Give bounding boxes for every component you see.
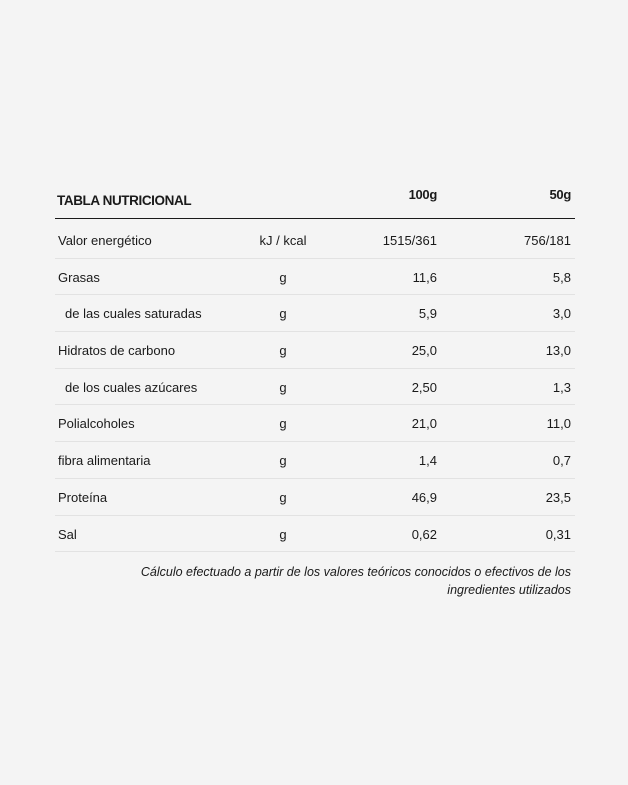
row-label: de los cuales azúcares bbox=[65, 379, 198, 395]
row-value-50g: 1,3 bbox=[552, 379, 571, 395]
footnote bbox=[105, 563, 571, 599]
table-row bbox=[55, 295, 575, 332]
row-value-100g: 1,4 bbox=[418, 453, 437, 469]
row-value-50g: 13,0 bbox=[545, 343, 571, 359]
row-label: Hidratos de carbono bbox=[58, 343, 176, 359]
table-body bbox=[55, 222, 575, 552]
row-value-50g: 0,7 bbox=[552, 453, 571, 469]
row-value-100g: 2,50 bbox=[411, 379, 437, 395]
table-row bbox=[55, 259, 575, 296]
row-label: Valor energético bbox=[58, 233, 152, 248]
table-row bbox=[55, 442, 575, 479]
table-row bbox=[55, 516, 575, 553]
row-value-100g: 0,62 bbox=[411, 526, 437, 542]
row-value-100g: 21,0 bbox=[411, 416, 437, 432]
row-label: de las cuales saturadas bbox=[65, 306, 202, 322]
table-row bbox=[55, 369, 575, 406]
row-unit: g bbox=[279, 526, 287, 542]
row-unit: g bbox=[279, 306, 287, 322]
row-label: Proteína bbox=[58, 489, 108, 505]
row-value-100g: 5,9 bbox=[418, 306, 437, 322]
row-unit: g bbox=[279, 379, 287, 395]
table-row bbox=[55, 479, 575, 516]
table-title: TABLA NUTRICIONAL bbox=[57, 193, 192, 208]
row-value-100g: 46,9 bbox=[411, 489, 437, 505]
row-label: fibra alimentaria bbox=[58, 453, 151, 469]
row-label: Polialcoholes bbox=[58, 416, 135, 432]
row-value-100g: 11,6 bbox=[412, 269, 437, 285]
row-unit: g bbox=[279, 453, 287, 469]
row-value-50g: 11,0 bbox=[546, 416, 571, 432]
column-header-100g: 100g bbox=[408, 187, 437, 202]
row-value-50g: 756/181 bbox=[524, 233, 571, 248]
row-value-50g: 23,5 bbox=[545, 489, 571, 505]
table-header bbox=[55, 186, 575, 219]
row-value-100g: 25,0 bbox=[411, 343, 437, 359]
row-value-100g: 1515/361 bbox=[382, 233, 437, 248]
row-label: Grasas bbox=[58, 269, 100, 285]
row-value-50g: 0,31 bbox=[545, 526, 571, 542]
footnote-line-2: ingredientes utilizados bbox=[447, 583, 571, 597]
table-row bbox=[55, 405, 575, 442]
row-value-50g: 3,0 bbox=[552, 306, 571, 322]
nutrition-table bbox=[55, 0, 575, 785]
column-header-50g: 50g bbox=[549, 187, 571, 202]
row-unit: g bbox=[279, 416, 287, 432]
row-value-50g: 5,8 bbox=[552, 269, 571, 285]
row-label: Sal bbox=[58, 526, 77, 542]
row-unit: kJ / kcal bbox=[259, 233, 307, 248]
row-unit: g bbox=[279, 489, 287, 505]
row-unit: g bbox=[279, 269, 287, 285]
table-row bbox=[55, 332, 575, 369]
row-unit: g bbox=[279, 343, 287, 359]
table-row bbox=[55, 222, 575, 259]
footnote-line-1: Cálculo efectuado a partir de los valores teóricos conocidos o efectivos de los bbox=[140, 565, 571, 579]
